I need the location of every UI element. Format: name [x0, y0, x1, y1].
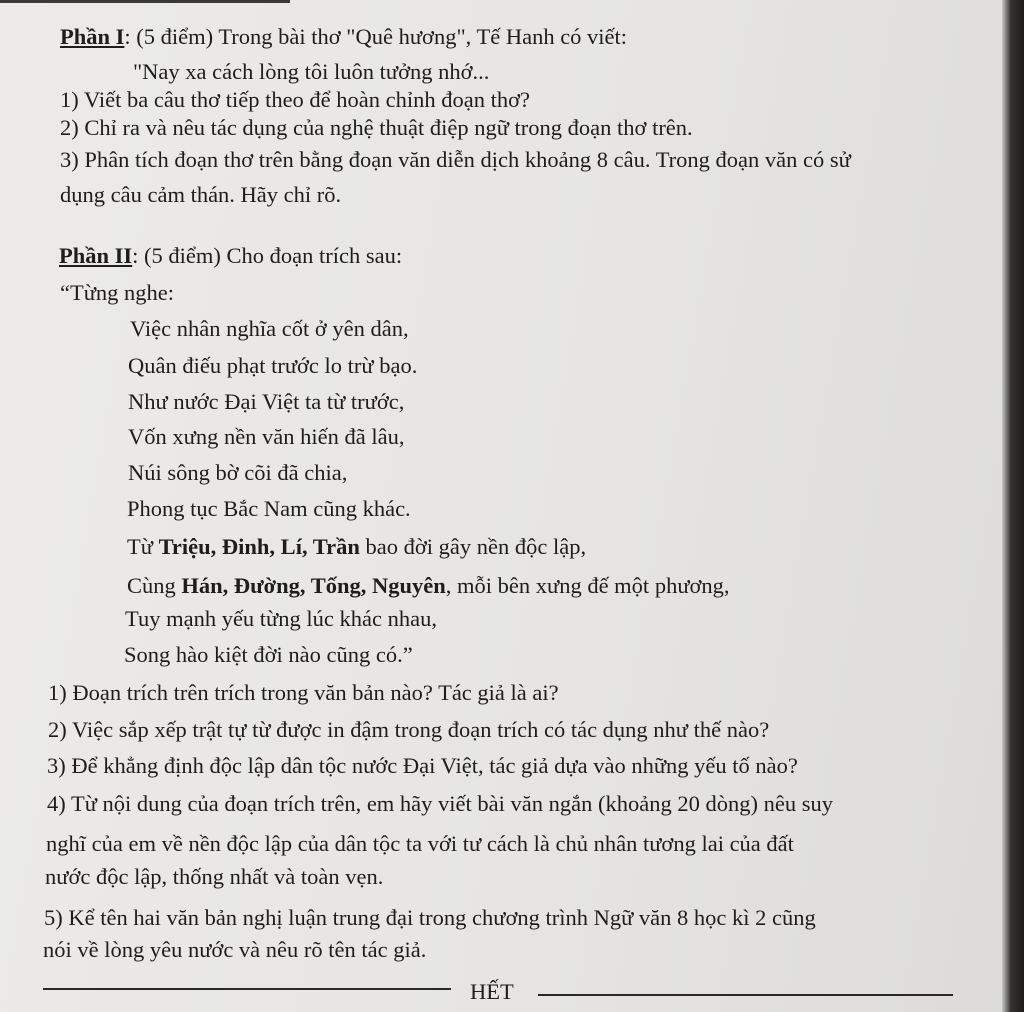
part1-quote: "Nay xa cách lòng tôi luôn tưởng nhớ...: [133, 59, 490, 84]
bold-dynasties-china: Hán, Đường, Tống, Nguyên: [181, 573, 446, 598]
verse-line-bold-dynasties-china: [127, 575, 730, 598]
verse-text: bao đời gây nền độc lập,: [359, 534, 587, 559]
verse-text: Từ: [127, 534, 159, 559]
verse-line-bold-dynasties: [127, 536, 586, 559]
verse-line: Núi sông bờ cõi đã chia,: [128, 460, 348, 485]
part1-question-1: 1) Viết ba câu thơ tiếp theo để hoàn chỉnh đoạn thơ?: [60, 87, 531, 112]
bold-dynasties-vietnam: Triệu, Đinh, Lí, Trần: [158, 534, 360, 559]
end-marker: HẾT: [470, 979, 514, 1004]
verse-line: Việc nhân nghĩa cốt ở yên dân,: [130, 316, 409, 341]
verse-line: Vốn xưng nền văn hiến đã lâu,: [128, 424, 405, 449]
part2-question-3: 3) Để khẳng định độc lập dân tộc nước Đại Việt, tác giả dựa vào những yếu tố nào?: [47, 753, 798, 778]
verse-text: Cùng: [127, 573, 182, 598]
footer-rule-right: [538, 994, 953, 996]
part1-heading: Phần I: [60, 24, 125, 49]
verse-line: Tuy mạnh yếu từng lúc khác nhau,: [125, 606, 437, 631]
verse-text: , mỗi bên xưng đế một phương,: [445, 573, 730, 598]
part1-intro-line: [60, 26, 627, 49]
part1-intro: : (5 điểm) Trong bài thơ "Quê hương", Tế Hanh có viết:: [124, 24, 628, 49]
part1-question-2: 2) Chỉ ra và nêu tác dụng của nghệ thuật điệp ngữ trong đoạn thơ trên.: [60, 115, 693, 140]
part2-question-1: 1) Đoạn trích trên trích trong văn bản nào? Tác giả là ai?: [48, 680, 559, 705]
part2-question-4: 4) Từ nội dung của đoạn trích trên, em hãy viết bài văn ngắn (khoảng 20 dòng) nêu suy: [47, 791, 833, 816]
part2-intro: : (5 điểm) Cho đoạn trích sau:: [132, 243, 403, 268]
footer-rule-left: [43, 988, 451, 990]
part2-heading: Phần II: [59, 243, 133, 268]
paper-edge-shadow: [1002, 0, 1024, 1012]
part2-question-4-cont: nghĩ của em về nền độc lập của dân tộc ta với tư cách là chủ nhân tương lai của đất: [46, 831, 794, 856]
part1-question-3: 3) Phân tích đoạn thơ trên bằng đoạn văn diễn dịch khoảng 8 câu. Trong đoạn văn có sử: [60, 147, 851, 172]
part1-question-3-cont: dụng câu cảm thán. Hãy chỉ rõ.: [60, 182, 342, 207]
part2-question-4-end: nước độc lập, thống nhất và toàn vẹn.: [45, 864, 384, 889]
verse-line: Quân điếu phạt trước lo trừ bạo.: [128, 353, 418, 378]
top-border-line: [0, 0, 290, 3]
part2-question-5-cont: nói về lòng yêu nước và nêu rõ tên tác giả.: [43, 937, 427, 962]
part2-question-2: 2) Việc sắp xếp trật tự từ được in đậm trong đoạn trích có tác dụng như thế nào?: [48, 717, 770, 742]
part2-question-5: 5) Kể tên hai văn bản nghị luận trung đại trong chương trình Ngữ văn 8 học kì 2 cũng: [44, 905, 816, 930]
verse-line: Phong tục Bắc Nam cũng khác.: [127, 496, 411, 521]
verse-line: Song hào kiệt đời nào cũng có.”: [124, 642, 413, 667]
excerpt-opening: “Từng nghe:: [60, 280, 175, 305]
verse-line: Như nước Đại Việt ta từ trước,: [128, 389, 405, 414]
part2-intro-line: [59, 245, 402, 268]
